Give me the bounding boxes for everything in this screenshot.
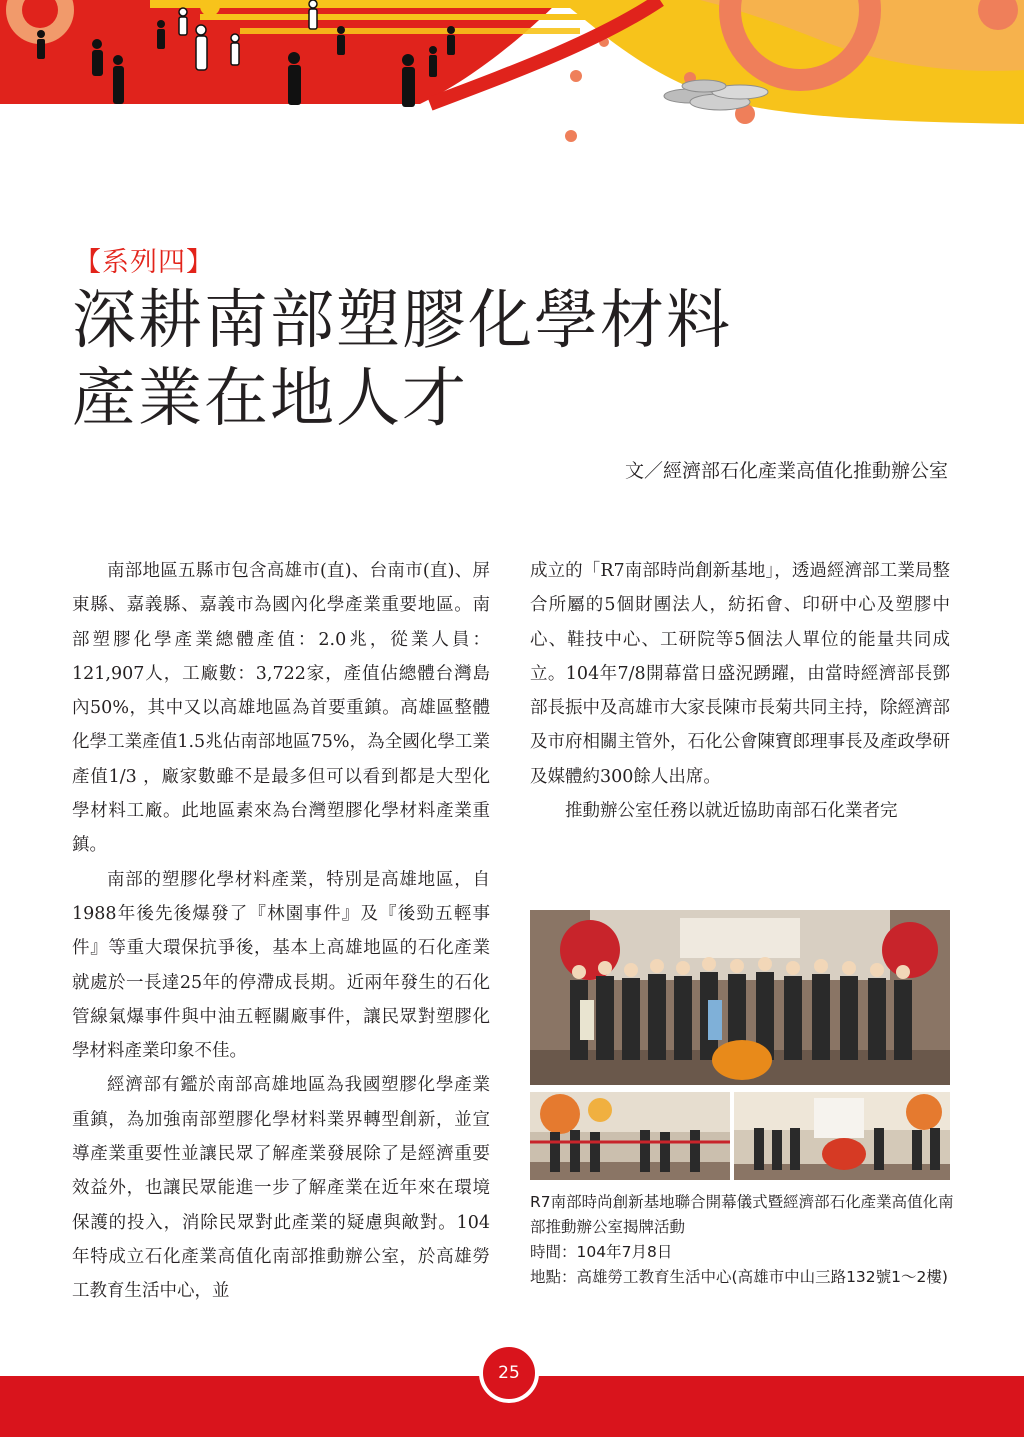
title-line-2: 產業在地人才 — [72, 362, 468, 436]
byline: 文／經濟部石化產業高值化推動辦公室 — [624, 460, 948, 482]
header-banner — [0, 0, 1024, 160]
caption-place — [530, 1265, 955, 1290]
caption-place-label: 地點： — [530, 1268, 577, 1286]
article-column-right — [530, 554, 950, 828]
article-title — [72, 282, 972, 438]
article-column-left — [72, 554, 490, 1309]
paragraph: 南部的塑膠化學材料產業，特別是高雄地區，自1988年後先後爆發了『林園事件』及『後勁五輕事件』等重大環保抗爭後，基本上高雄地區的石化產業就處於一長達25年的停滯成長期。近兩年發生的石化管線氣爆事件與中油五輕關廠事件，讓民眾對塑膠化學材料產業印象不佳。 — [72, 869, 490, 1062]
banner-illustration — [0, 0, 1024, 160]
paragraph: 經濟部有鑑於南部高雄地區為我國塑膠化學產業重鎮，為加強南部塑膠化學材料業界轉型創新，並宣導產業重要性並讓民眾了解產業發展除了是經濟重要效益外，也讓民眾能進一步了解產業在近年來在環境保護的投入，消除民眾對此產業的疑慮與敵對。104年特成立石化產業高值化南部推動辦公室，於高雄勞工教育生活中心，並 — [72, 1075, 490, 1302]
paragraph: 推動辦公室任務以就近協助南部石化業者完 — [565, 801, 898, 822]
series-tag: 【系列四】 — [74, 247, 214, 278]
photo-caption — [530, 1190, 955, 1290]
ribbon-cutting-photo — [530, 1092, 730, 1180]
lion-dance-photo — [734, 1092, 950, 1180]
page-number: 25 — [479, 1343, 539, 1403]
paragraph: 南部地區五縣市包含高雄市(直)、台南市(直)、屏東縣、嘉義縣、嘉義市為國內化學產業重要地區。南部塑膠化學產業總體產值：2.0兆，從業人員：121,907人，工廠數：3,722家，產值佔總體台灣島內50%，其中又以高雄地區為首要重鎮。高雄區整體化學工業產值1.5兆佔南部地區75%，為全國化學工業產值1/3 ，廠家數雖不是最多但可以看到都是大型化學材料工廠。此地區素來為台灣塑膠化學材料產業重鎮。 — [72, 561, 490, 856]
paragraph: 成立的「R7南部時尚創新基地」，透過經濟部工業局整合所屬的5個財團法人，紡拓會、印研中心及塑膠中心、鞋技中心、工研院等5個法人單位的能量共同成立。104年7/8開幕當日盛況踴躍，由當時經濟部長鄧部長振中及高雄市大家長陳市長菊共同主持，除經濟部及市府相關主管外，石化公會陳寶郎理事長及產政學研及媒體約300餘人出席。 — [530, 561, 950, 787]
caption-time-value: 104年7月8日 — [576, 1243, 673, 1261]
caption-time-label: 時間： — [530, 1243, 577, 1261]
caption-place-value: 高雄勞工教育生活中心(高雄市中山三路132號1〜2樓) — [576, 1268, 948, 1286]
ceremony-group-photo — [530, 910, 950, 1085]
caption-time — [530, 1240, 955, 1265]
title-line-1: 深耕南部塑膠化學材料 — [72, 284, 732, 358]
caption-text: R7南部時尚創新基地聯合開幕儀式暨經濟部石化產業高值化南部推動辦公室揭牌活動 — [530, 1193, 954, 1236]
